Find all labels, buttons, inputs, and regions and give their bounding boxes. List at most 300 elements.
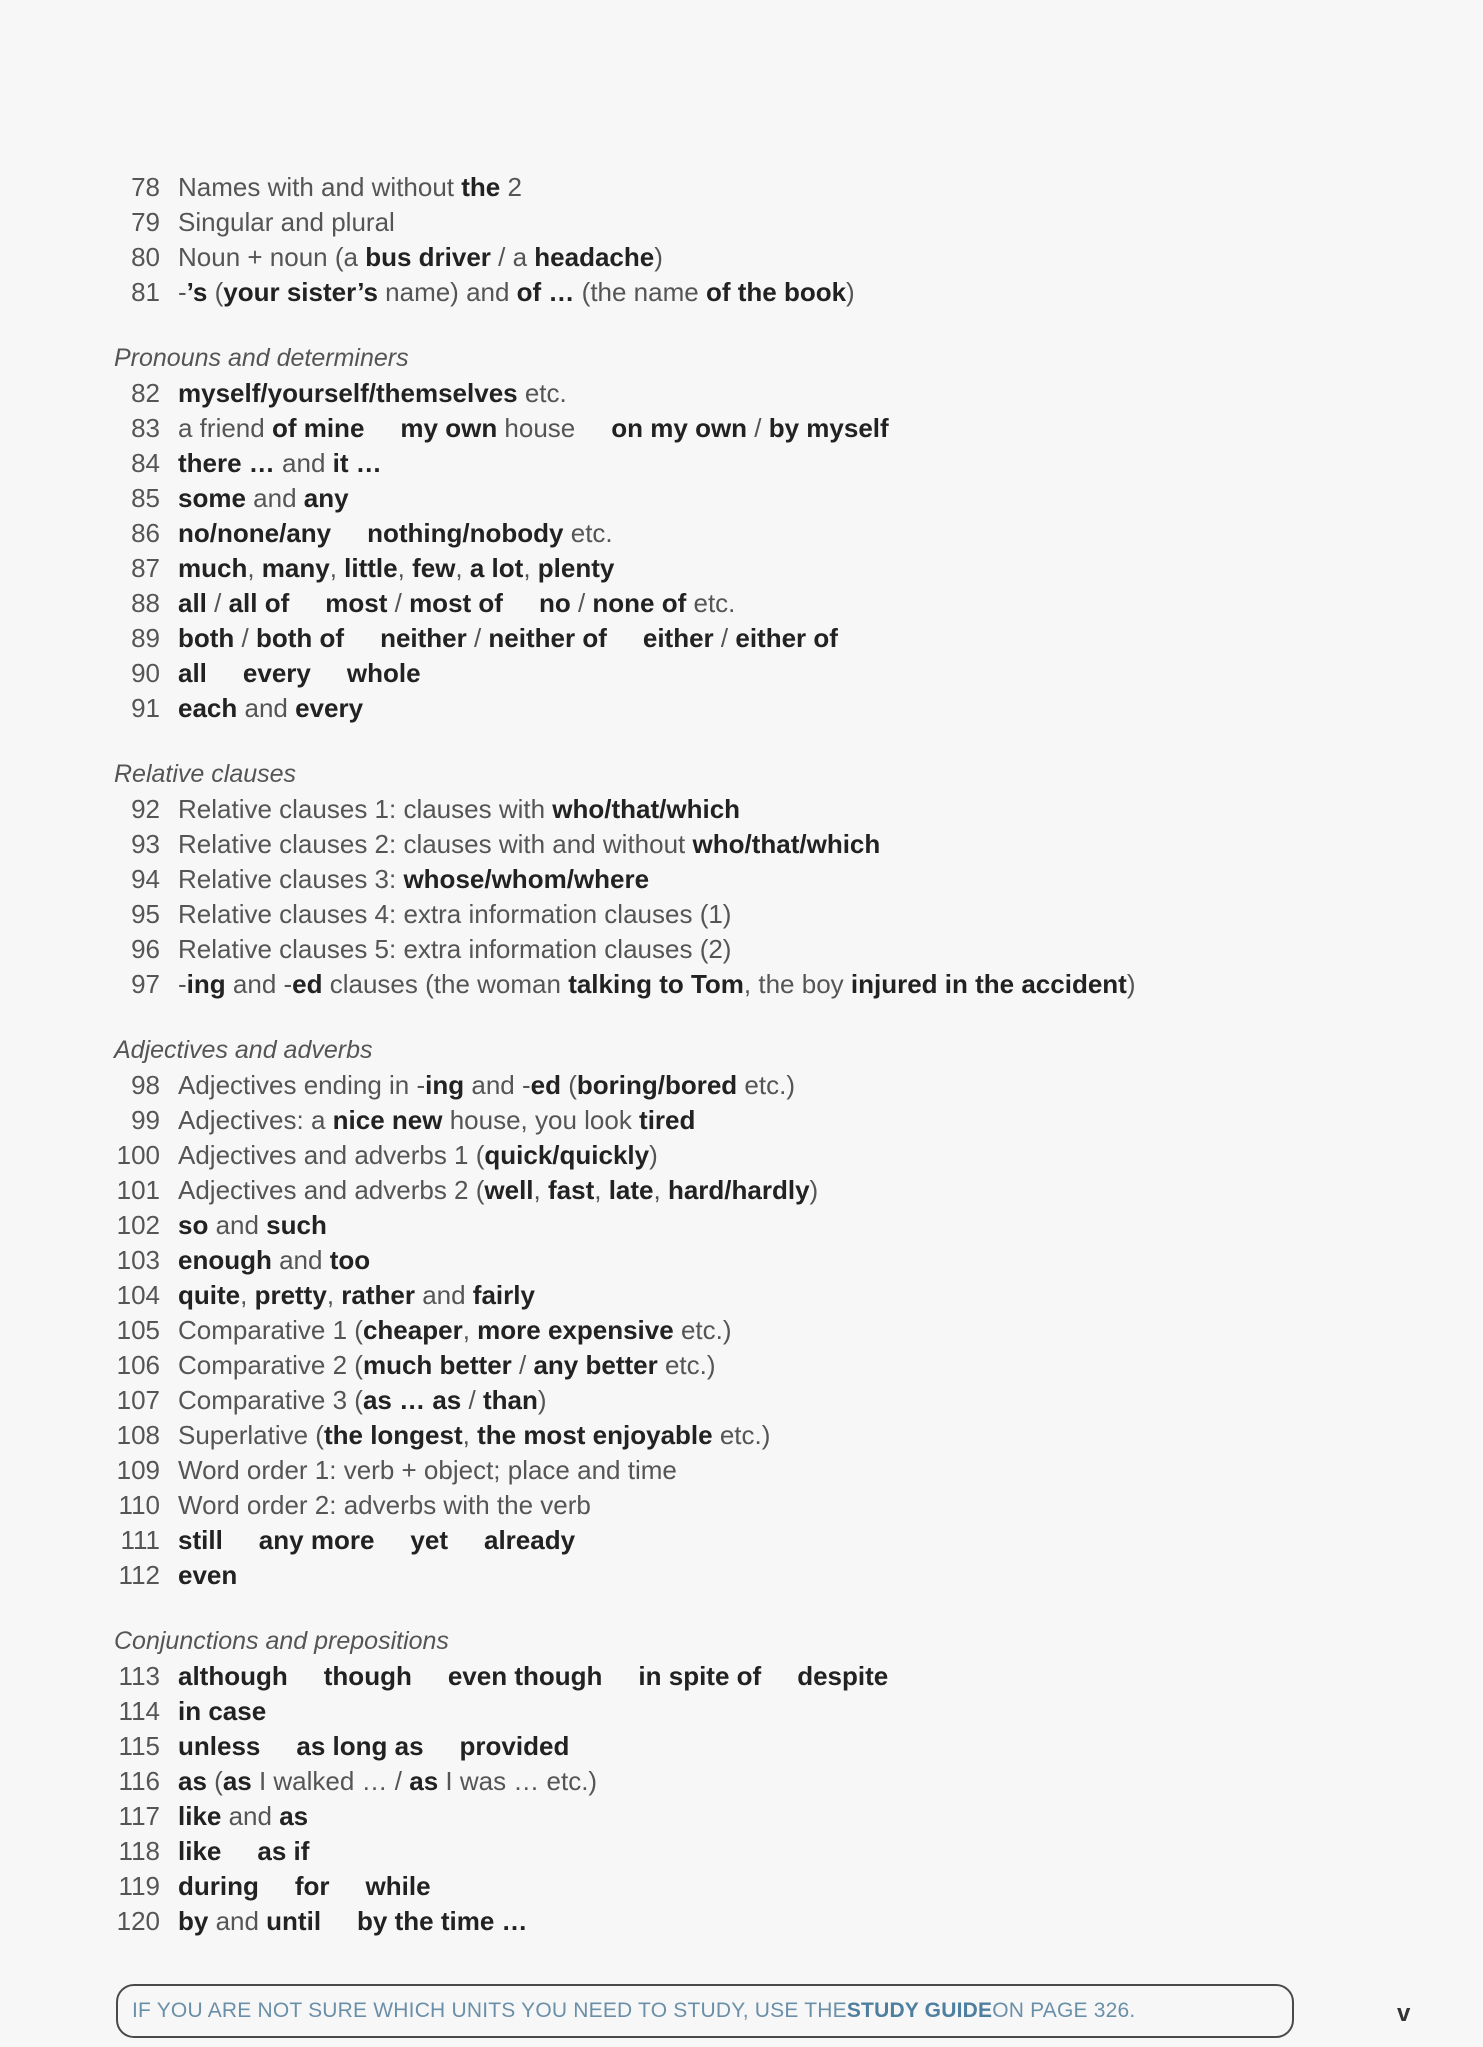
- bold-term: though: [323, 1661, 412, 1691]
- plain-text: and: [208, 1906, 267, 1936]
- plain-text: and: [237, 693, 296, 723]
- unit-number: 79: [131, 207, 160, 237]
- unit-entry[interactable]: [114, 481, 1414, 516]
- unit-number: 98: [131, 1070, 160, 1100]
- unit-entry[interactable]: [114, 551, 1414, 586]
- bold-term: fast: [547, 1175, 595, 1205]
- unit-number: 94: [131, 864, 160, 894]
- unit-number: 84: [131, 448, 160, 478]
- plain-text: Singular and plural: [178, 207, 395, 237]
- plain-text: and: [221, 1801, 280, 1831]
- bold-term: headache: [534, 242, 655, 272]
- unit-entry[interactable]: [114, 691, 1414, 726]
- unit-title: [178, 691, 363, 726]
- bold-term: even: [178, 1560, 238, 1590]
- plain-text: Comparative 2 (: [178, 1350, 363, 1380]
- unit-number: 106: [116, 1350, 160, 1380]
- bold-term: every: [295, 693, 364, 723]
- unit-title: [178, 1348, 716, 1383]
- unit-entry[interactable]: [114, 1799, 1414, 1834]
- unit-number: 116: [118, 1766, 160, 1796]
- bold-term: as: [279, 1801, 309, 1831]
- unit-title: [178, 551, 614, 586]
- plain-text: ,: [247, 553, 262, 583]
- plain-text: /: [234, 623, 256, 653]
- unit-entry[interactable]: [114, 1904, 1414, 1939]
- bold-term: whose/whom/where: [403, 864, 650, 894]
- unit-number: 110: [118, 1490, 160, 1520]
- bold-term: pretty: [254, 1280, 327, 1310]
- bold-term: although: [178, 1661, 288, 1691]
- bold-term: quite: [178, 1280, 241, 1310]
- plain-text: ): [846, 277, 855, 307]
- plain-text: (: [560, 1070, 577, 1100]
- plain-text: a friend: [178, 413, 272, 443]
- bold-term: in case: [178, 1696, 267, 1726]
- notice-suffix: ON PAGE 326.: [992, 1999, 1136, 2022]
- unit-number: 105: [116, 1315, 160, 1345]
- unit-number: 100: [116, 1140, 160, 1170]
- bold-term: for: [294, 1871, 330, 1901]
- unit-title: [178, 1904, 528, 1939]
- unit-title: [178, 656, 421, 691]
- plain-text: /: [466, 623, 489, 653]
- bold-term: it …: [332, 448, 382, 478]
- bold-term: all: [178, 658, 207, 688]
- plain-text: , the boy: [743, 969, 851, 999]
- bold-term: any: [303, 483, 349, 513]
- bold-term: fairly: [472, 1280, 535, 1310]
- unit-title: [178, 1103, 695, 1138]
- unit-title: [178, 1488, 591, 1523]
- plain-text: ): [654, 242, 663, 272]
- plain-text: ): [809, 1175, 819, 1205]
- plain-text: and: [271, 1245, 330, 1275]
- bold-term: injured in the accident: [850, 969, 1127, 999]
- plain-text: ,: [240, 1280, 255, 1310]
- bold-term: hard/hardly: [667, 1175, 810, 1205]
- plain-text: house: [497, 413, 576, 443]
- bold-term: little: [344, 553, 398, 583]
- section-heading: Relative clauses: [114, 760, 297, 788]
- bold-term: as if: [257, 1836, 310, 1866]
- plain-text: ,: [523, 553, 538, 583]
- plain-text: Relative clauses 3:: [178, 864, 404, 894]
- unit-title: [178, 1558, 237, 1593]
- bold-term: your sister’s: [223, 277, 378, 307]
- plain-text: Comparative 3 (: [178, 1385, 363, 1415]
- plain-text: Relative clauses 5: extra information clauses (2): [178, 934, 732, 964]
- unit-title: [178, 1068, 795, 1103]
- unit-number: 96: [131, 934, 160, 964]
- unit-number: 111: [120, 1525, 160, 1555]
- plain-text: ,: [397, 553, 413, 583]
- plain-text: I walked … /: [251, 1766, 410, 1796]
- bold-term: of the book: [705, 277, 847, 307]
- unit-number: 87: [131, 553, 160, 583]
- unit-number: 78: [131, 172, 160, 202]
- unit-title: [178, 481, 349, 516]
- plain-text: etc.: [563, 518, 613, 548]
- bold-term: few: [412, 553, 456, 583]
- unit-title: [178, 1138, 658, 1173]
- plain-text: etc.): [737, 1070, 795, 1100]
- unit-title: [178, 621, 838, 656]
- unit-title: [178, 1383, 547, 1418]
- unit-entry[interactable]: [114, 827, 1414, 862]
- unit-entry[interactable]: [114, 1488, 1414, 1523]
- bold-term: no/none/any: [178, 518, 332, 548]
- unit-entry[interactable]: [114, 1103, 1414, 1138]
- unit-entry[interactable]: [114, 1278, 1414, 1313]
- unit-title: [178, 1313, 732, 1348]
- plain-text: /: [570, 588, 593, 618]
- plain-text: ,: [653, 1175, 668, 1205]
- bold-term: despite: [797, 1661, 889, 1691]
- plain-text: Word order 2: adverbs with the verb: [178, 1490, 591, 1520]
- bold-term: all of: [228, 588, 290, 618]
- unit-number: 101: [116, 1175, 160, 1205]
- bold-term: all: [178, 588, 207, 618]
- unit-title: [178, 932, 731, 967]
- bold-term: too: [329, 1245, 371, 1275]
- contents-section: [114, 757, 1414, 1002]
- bold-term: nothing/nobody: [367, 518, 564, 548]
- unit-title: [178, 240, 663, 275]
- unit-title: [178, 446, 382, 481]
- bold-term: no: [538, 588, 571, 618]
- plain-text: ,: [326, 1280, 342, 1310]
- unit-title: [178, 1418, 770, 1453]
- bold-term: by the time …: [357, 1906, 528, 1936]
- bold-term: unless: [178, 1731, 261, 1761]
- plain-text: Names with and without: [178, 172, 462, 202]
- plain-text: /: [387, 588, 410, 618]
- bold-term: who/that/which: [552, 794, 741, 824]
- bold-term: already: [483, 1525, 576, 1555]
- plain-text: /: [713, 623, 736, 653]
- unit-number: 120: [116, 1906, 160, 1936]
- bold-term: both of: [255, 623, 345, 653]
- unit-title: [178, 1453, 677, 1488]
- bold-term: ing: [425, 1070, 465, 1100]
- bold-term: plenty: [537, 553, 615, 583]
- bold-term: as: [178, 1766, 207, 1796]
- unit-number: 118: [118, 1836, 160, 1866]
- unit-entry[interactable]: [114, 1138, 1414, 1173]
- contents-list: [114, 170, 1414, 1939]
- bold-term: even though: [447, 1661, 603, 1691]
- plain-text: house, you look: [442, 1105, 640, 1135]
- plain-text: ,: [462, 1315, 478, 1345]
- unit-entry[interactable]: [114, 586, 1414, 621]
- unit-title: [178, 205, 395, 240]
- bold-term: of …: [516, 277, 575, 307]
- unit-entry[interactable]: [114, 1418, 1414, 1453]
- unit-number: 113: [118, 1661, 160, 1691]
- notice-prefix: IF YOU ARE NOT SURE WHICH UNITS YOU NEED TO STUDY, USE THE: [132, 1999, 847, 2022]
- unit-entry[interactable]: [114, 967, 1414, 1002]
- unit-number: 104: [116, 1280, 160, 1310]
- unit-entry[interactable]: [114, 1764, 1414, 1799]
- unit-entry[interactable]: [114, 1383, 1414, 1418]
- unit-number: 109: [116, 1455, 160, 1485]
- unit-title: [178, 170, 522, 205]
- unit-title: [178, 827, 880, 862]
- bold-term: like: [178, 1836, 222, 1866]
- unit-number: 93: [131, 829, 160, 859]
- study-guide-notice: [116, 1984, 1294, 2038]
- plain-text: ,: [533, 1175, 548, 1205]
- bold-term: bus driver: [365, 242, 491, 272]
- bold-term: a lot: [469, 553, 524, 583]
- bold-term: until: [266, 1906, 322, 1936]
- plain-text: etc.): [673, 1315, 732, 1345]
- bold-term: much better: [362, 1350, 512, 1380]
- plain-text: (: [207, 277, 224, 307]
- bold-term: as: [222, 1766, 252, 1796]
- bold-term: more expensive: [477, 1315, 674, 1345]
- bold-term: as … as: [362, 1385, 462, 1415]
- unit-title: [178, 1278, 535, 1313]
- page-number: v: [1397, 2000, 1411, 2027]
- plain-text: Adjectives ending in -: [178, 1070, 426, 1100]
- bold-term: enough: [178, 1245, 272, 1275]
- plain-text: 2: [500, 172, 522, 202]
- unit-entry[interactable]: [114, 275, 1414, 310]
- unit-number: 80: [131, 242, 160, 272]
- plain-text: and -: [464, 1070, 531, 1100]
- bold-term: any better: [533, 1350, 658, 1380]
- plain-text: / a: [490, 242, 535, 272]
- unit-entry[interactable]: [114, 621, 1414, 656]
- bold-term: myself/yourself/themselves: [178, 378, 518, 408]
- bold-term: either of: [735, 623, 838, 653]
- plain-text: ,: [594, 1175, 609, 1205]
- plain-text: ,: [462, 1420, 478, 1450]
- section-heading: Pronouns and determiners: [114, 344, 409, 372]
- bold-term: neither of: [488, 623, 607, 653]
- bold-term: most: [325, 588, 388, 618]
- unit-entry[interactable]: [114, 1659, 1414, 1694]
- plain-text: Relative clauses 4: extra information clauses (1): [178, 899, 732, 929]
- unit-title: [178, 1764, 597, 1799]
- bold-term: my own: [400, 413, 498, 443]
- plain-text: etc.: [686, 588, 736, 618]
- bold-term: during: [178, 1871, 259, 1901]
- bold-term: many: [261, 553, 330, 583]
- plain-text: etc.): [657, 1350, 716, 1380]
- bold-term: well: [484, 1175, 534, 1205]
- plain-text: Noun + noun (a: [178, 242, 366, 272]
- section-heading: Adjectives and adverbs: [114, 1036, 373, 1064]
- unit-entry[interactable]: [114, 1348, 1414, 1383]
- bold-term: neither: [380, 623, 467, 653]
- unit-title: [178, 862, 649, 897]
- unit-number: 107: [116, 1385, 160, 1415]
- unit-entry[interactable]: [114, 1869, 1414, 1904]
- unit-title: [178, 1694, 266, 1729]
- unit-entry[interactable]: [114, 1068, 1414, 1103]
- unit-entry[interactable]: [114, 446, 1414, 481]
- plain-text: /: [511, 1350, 534, 1380]
- bold-term: so: [178, 1210, 209, 1240]
- study-guide-link[interactable]: STUDY GUIDE: [846, 1999, 993, 2022]
- unit-entry[interactable]: [114, 792, 1414, 827]
- plain-text: Relative clauses 2: clauses with and without: [178, 829, 693, 859]
- unit-entry[interactable]: [114, 1523, 1414, 1558]
- unit-entry[interactable]: [114, 1208, 1414, 1243]
- plain-text: Superlative (: [178, 1420, 324, 1450]
- plain-text: Word order 1: verb + object; place and time: [178, 1455, 677, 1485]
- unit-number: 119: [118, 1871, 160, 1901]
- contents-section: [114, 1033, 1414, 1593]
- plain-text: name) and: [377, 277, 517, 307]
- unit-number: 92: [131, 794, 160, 824]
- bold-term: by myself: [768, 413, 889, 443]
- unit-title: [178, 1799, 308, 1834]
- plain-text: -: [178, 277, 187, 307]
- unit-title: [178, 1523, 575, 1558]
- unit-entry[interactable]: [114, 1694, 1414, 1729]
- unit-title: [178, 967, 1136, 1002]
- unit-number: 103: [116, 1245, 160, 1275]
- bold-term: whole: [346, 658, 421, 688]
- unit-number: 88: [131, 588, 160, 618]
- unit-number: 95: [131, 899, 160, 929]
- unit-number: 89: [131, 623, 160, 653]
- plain-text: /: [461, 1385, 483, 1415]
- unit-entry[interactable]: [114, 376, 1414, 411]
- bold-term: none of: [592, 588, 687, 618]
- plain-text: /: [747, 413, 769, 443]
- unit-number: 112: [118, 1560, 160, 1590]
- bold-term: as: [409, 1766, 439, 1796]
- unit-entry[interactable]: [114, 1834, 1414, 1869]
- unit-entry[interactable]: [114, 1243, 1414, 1278]
- plain-text: ): [1126, 969, 1136, 999]
- unit-number: 81: [131, 277, 160, 307]
- bold-term: ’s: [186, 277, 208, 307]
- unit-title: [178, 376, 567, 411]
- unit-title: [178, 1208, 327, 1243]
- bold-term: tired: [639, 1105, 696, 1135]
- contents-section: [114, 341, 1414, 726]
- unit-title: [178, 1173, 818, 1208]
- section-heading: Conjunctions and prepositions: [114, 1627, 449, 1655]
- plain-text: Comparative 1 (: [178, 1315, 363, 1345]
- unit-title: [178, 1834, 309, 1869]
- bold-term: the most enjoyable: [477, 1420, 713, 1450]
- unit-number: 114: [118, 1696, 160, 1726]
- plain-text: ): [649, 1140, 658, 1170]
- plain-text: and: [274, 448, 333, 478]
- bold-term: there …: [178, 448, 275, 478]
- unit-title: [178, 1869, 431, 1904]
- unit-entry[interactable]: [114, 932, 1414, 967]
- unit-entry[interactable]: [114, 205, 1414, 240]
- bold-term: late: [608, 1175, 654, 1205]
- contents-section: [114, 1624, 1414, 1939]
- unit-number: 115: [118, 1731, 160, 1761]
- unit-entry[interactable]: [114, 1558, 1414, 1593]
- unit-number: 83: [131, 413, 160, 443]
- unit-entry[interactable]: [114, 1729, 1414, 1764]
- bold-term: either: [642, 623, 714, 653]
- bold-term: both: [178, 623, 235, 653]
- plain-text: /: [206, 588, 229, 618]
- unit-number: 90: [131, 658, 160, 688]
- bold-term: cheaper: [362, 1315, 463, 1345]
- bold-term: provided: [459, 1731, 570, 1761]
- unit-entry[interactable]: [114, 1313, 1414, 1348]
- plain-text: etc.: [517, 378, 567, 408]
- unit-number: 108: [116, 1420, 160, 1450]
- unit-number: 102: [116, 1210, 160, 1240]
- unit-entry[interactable]: [114, 516, 1414, 551]
- unit-title: [178, 1729, 569, 1764]
- unit-entry[interactable]: [114, 897, 1414, 932]
- bold-term: on my own: [611, 413, 748, 443]
- unit-entry[interactable]: [114, 656, 1414, 691]
- bold-term: by: [178, 1906, 209, 1936]
- bold-term: ed: [292, 969, 323, 999]
- unit-number: 86: [131, 518, 160, 548]
- unit-number: 117: [118, 1801, 160, 1831]
- unit-number: 85: [131, 483, 160, 513]
- unit-entry[interactable]: [114, 862, 1414, 897]
- plain-text: Adjectives and adverbs 2 (: [178, 1175, 485, 1205]
- plain-text: I was … etc.): [438, 1766, 598, 1796]
- bold-term: some: [178, 483, 246, 513]
- plain-text: etc.): [712, 1420, 771, 1450]
- bold-term: rather: [341, 1280, 415, 1310]
- plain-text: (the name: [574, 277, 706, 307]
- unit-entry[interactable]: [114, 411, 1414, 446]
- bold-term: such: [266, 1210, 327, 1240]
- unit-title: [178, 1659, 888, 1694]
- plain-text: Relative clauses 1: clauses with: [178, 794, 553, 824]
- unit-entry[interactable]: [114, 170, 1414, 205]
- unit-title: [178, 411, 889, 446]
- bold-term: of mine: [271, 413, 365, 443]
- bold-term: as long as: [296, 1731, 424, 1761]
- bold-term: most of: [409, 588, 503, 618]
- plain-text: ): [537, 1385, 547, 1415]
- unit-entry[interactable]: [114, 240, 1414, 275]
- unit-number: 97: [131, 969, 160, 999]
- bold-term: the longest: [323, 1420, 463, 1450]
- unit-number: 99: [131, 1105, 160, 1135]
- plain-text: ,: [455, 553, 470, 583]
- bold-term: nice new: [332, 1105, 443, 1135]
- unit-title: [178, 586, 735, 621]
- plain-text: Adjectives: a: [178, 1105, 333, 1135]
- bold-term: ing: [186, 969, 226, 999]
- bold-term: much: [178, 553, 248, 583]
- plain-text: (: [206, 1766, 223, 1796]
- unit-entry[interactable]: [114, 1173, 1414, 1208]
- plain-text: and: [245, 483, 304, 513]
- plain-text: -: [178, 969, 187, 999]
- bold-term: every: [242, 658, 311, 688]
- bold-term: quick/quickly: [484, 1140, 650, 1170]
- bold-term: each: [178, 693, 238, 723]
- bold-term: the: [461, 172, 501, 202]
- contents-section: [114, 170, 1414, 310]
- unit-entry[interactable]: [114, 1453, 1414, 1488]
- unit-title: [178, 516, 613, 551]
